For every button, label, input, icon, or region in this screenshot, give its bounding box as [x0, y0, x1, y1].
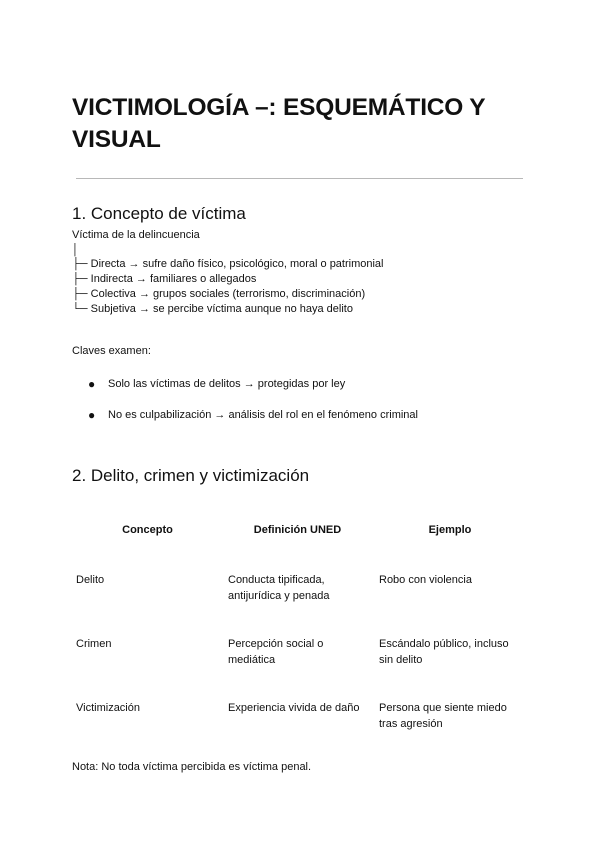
document-title: VICTIMOLOGÍA –: ESQUEMÁTICO Y VISUAL — [72, 94, 486, 153]
table-cell: Victimización — [76, 702, 140, 714]
victim-type-tree — [72, 228, 384, 316]
tree-item: ├─ Indirecta → familiares o allegados — [72, 273, 257, 286]
table-cell: Persona que siente miedo tras agresión — [379, 702, 507, 730]
list-item — [88, 408, 418, 439]
tree-connector: │ — [72, 243, 79, 256]
table-cell: Delito — [76, 574, 105, 586]
table-cell: Experiencia vivida de daño — [228, 702, 360, 714]
table-header-ejemplo: Ejemplo — [428, 524, 472, 536]
bullet-icon: ● — [88, 408, 96, 422]
tree-root: Víctima de la delincuencia — [72, 229, 200, 241]
section-heading-concepto: 1. Concepto de víctima — [72, 204, 246, 223]
table-cell: Crimen — [76, 638, 112, 650]
table-header-definicion: Definición UNED — [253, 524, 342, 536]
tree-item: ├─ Directa → sufre daño físico, psicológico, moral o patrimonial — [72, 258, 384, 271]
tree-item: └─ Subjetiva → se percibe víctima aunque no haya delito — [72, 302, 353, 315]
list-item — [88, 377, 418, 408]
footnote: Nota: No toda víctima percibida es víctima penal. — [72, 761, 312, 773]
table-cell: Percepción social o mediática — [228, 638, 324, 666]
claves-label: Claves examen: — [72, 345, 151, 357]
table-cell: Conducta tipificada, antijurídica y penada — [228, 574, 330, 602]
section-heading-delito: 2. Delito, crimen y victimización — [72, 466, 310, 485]
list-item-text: Solo las víctimas de delitos → protegidas por ley — [108, 378, 346, 390]
claves-list — [88, 377, 418, 439]
list-item-text: No es culpabilización → análisis del rol en el fenómeno criminal — [108, 409, 418, 421]
table-cell: Escándalo público, incluso sin delito — [379, 638, 509, 666]
horizontal-divider — [76, 178, 523, 179]
bullet-icon: ● — [88, 377, 96, 391]
table-cell: Robo con violencia — [379, 574, 472, 586]
table-header-concepto: Concepto — [122, 524, 173, 536]
tree-item: ├─ Colectiva → grupos sociales (terrorismo, discriminación) — [72, 287, 366, 300]
